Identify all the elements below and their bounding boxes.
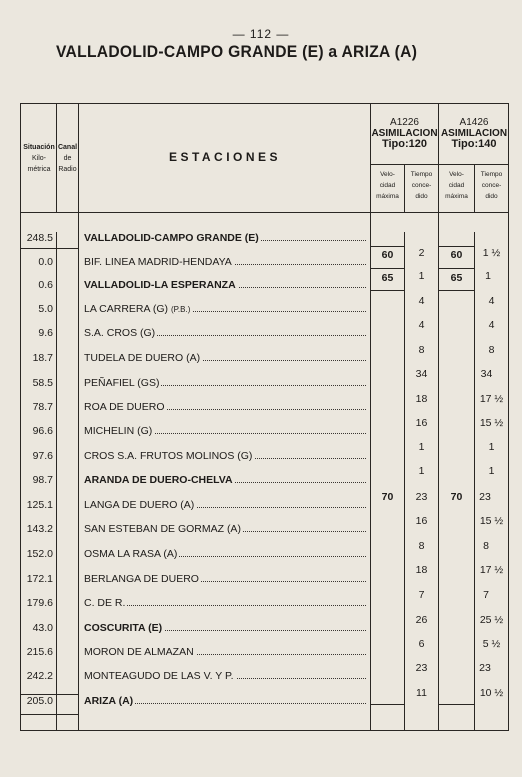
station-name: ARANDA DE DUERO-CHELVA (84, 474, 366, 486)
km-value: 172.1 (26, 573, 53, 585)
time-b: 15 ½ (479, 417, 504, 429)
time-a: 1 (418, 465, 425, 477)
speed-a: 60 (381, 249, 394, 261)
station-name: LA CARRERA (G) (P.B.) (84, 303, 366, 315)
station-name: C. DE R. (84, 597, 366, 609)
station-name: BIF. LINEA MADRID-HENDAYA (84, 256, 366, 268)
row-line (20, 714, 78, 715)
station-name: MICHELIN (G) (84, 425, 366, 437)
time-a: 16 (415, 515, 428, 527)
time-a: 1 (418, 441, 425, 453)
time-b: 1 ½ (482, 247, 501, 259)
header-velocidad-a: Velo- cidad máxima (376, 171, 399, 200)
km-value: 143.2 (26, 523, 53, 535)
km-value: 0.0 (38, 256, 53, 268)
station-name: VALLADOLID-CAMPO GRANDE (E) (84, 232, 366, 244)
time-b: 15 ½ (479, 515, 504, 527)
station-name: CROS S.A. FRUTOS MOLINOS (G) (84, 450, 366, 462)
km-value: 9.6 (38, 327, 53, 339)
station-name: COSCURITA (E) (84, 622, 366, 634)
km-value: 5.0 (38, 303, 53, 315)
km-value: 125.1 (26, 499, 53, 511)
station-name: OSMA LA RASA (A) (84, 548, 366, 560)
time-b: 8 (483, 540, 489, 552)
row-line (370, 246, 404, 247)
time-a: 18 (415, 393, 428, 405)
station-name: BERLANGA DE DUERO (84, 573, 366, 585)
header-sub-line (370, 164, 509, 165)
station-name: VALLADOLID-LA ESPERANZA (84, 279, 366, 291)
km-value: 78.7 (32, 401, 53, 413)
km-value: 96.6 (32, 425, 53, 437)
km-value: 97.6 (32, 450, 53, 462)
km-value: 179.6 (26, 597, 53, 609)
time-b: 25 ½ (479, 614, 504, 626)
time-b: 1 (488, 465, 495, 477)
km-value: 0.6 (38, 279, 53, 291)
time-a: 26 (415, 614, 428, 626)
row-line (438, 704, 474, 705)
page-title: VALLADOLID-CAMPO GRANDE (E) a ARIZA (A) (56, 42, 418, 61)
time-a: 23 (415, 491, 428, 503)
header-tiempo-a: Tiempo conce- dido (410, 171, 433, 200)
station-name: ARIZA (A) (84, 695, 366, 707)
km-value: 215.6 (26, 646, 53, 658)
speed-b: 70 (450, 491, 463, 503)
station-name: TUDELA DE DUERO (A) (84, 352, 366, 364)
time-a: 18 (415, 564, 428, 576)
station-name: LANGA DE DUERO (A) (84, 499, 366, 511)
row-line (20, 248, 78, 249)
row-line (438, 246, 474, 247)
station-name: ROA DE DUERO (84, 401, 366, 413)
time-a: 11 (416, 687, 427, 699)
speed-a: 70 (381, 491, 394, 503)
time-b: 4 (488, 295, 495, 307)
col-divider (56, 232, 57, 731)
time-a: 16 (415, 417, 428, 429)
header-tiempo-b: Tiempo conce- dido (480, 171, 503, 200)
time-b: 23 (479, 662, 491, 674)
time-b: 1 (488, 441, 495, 453)
speed-b: 65 (450, 272, 463, 284)
time-b: 7 (483, 589, 489, 601)
km-value: 18.7 (32, 352, 53, 364)
time-b: 5 ½ (482, 638, 501, 650)
km-value: 205.0 (26, 695, 53, 707)
station-name: PEÑAFIEL (GS) (84, 377, 366, 389)
time-b: 8 (488, 344, 495, 356)
km-value: 58.5 (32, 377, 53, 389)
time-a: 2 (418, 247, 425, 259)
time-a: 8 (418, 344, 425, 356)
header-situacion: Situación Kilo- métrica (23, 144, 55, 173)
time-b: 1 (485, 270, 491, 282)
time-a: 6 (418, 638, 425, 650)
time-a: 4 (418, 295, 425, 307)
col-divider (78, 104, 79, 731)
km-value: 248.5 (26, 232, 53, 244)
station-name: MONTEAGUDO DE LAS V. Y P. (84, 670, 366, 682)
time-a: 23 (415, 662, 428, 674)
time-a: 34 (415, 368, 428, 380)
page-number: — 112 — (232, 27, 290, 41)
speed-a: 65 (381, 272, 394, 284)
time-b: 34 (480, 368, 493, 380)
km-value: 242.2 (26, 670, 53, 682)
row-line (370, 268, 404, 269)
km-value: 98.7 (32, 474, 53, 486)
header-velocidad-b: Velo- cidad máxima (445, 171, 468, 200)
service-header-a1426: A1426 ASIMILACION Tipo:140 (440, 117, 508, 150)
speed-b: 60 (450, 249, 463, 261)
time-b: 10 ½ (479, 687, 504, 699)
time-a: 1 (418, 270, 425, 282)
header-estaciones: ESTACIONES (168, 150, 282, 164)
time-a: 8 (418, 540, 425, 552)
station-name: SAN ESTEBAN DE GORMAZ (A) (84, 523, 366, 535)
time-b: 17 ½ (479, 393, 504, 405)
row-line (438, 290, 474, 291)
row-line (370, 290, 404, 291)
row-line (438, 268, 474, 269)
km-value: 43.0 (32, 622, 53, 634)
time-b: 23 (479, 491, 491, 503)
header-canal: Canal de Radio (57, 144, 78, 173)
station-name: S.A. CROS (G) (84, 327, 366, 339)
station-name: MORON DE ALMAZAN (84, 646, 366, 658)
row-line (370, 704, 404, 705)
time-a: 7 (418, 589, 425, 601)
km-value: 152.0 (26, 548, 53, 560)
time-b: 17 ½ (479, 564, 504, 576)
time-a: 4 (418, 319, 425, 331)
service-header-a1226: A1226 ASIMILACION Tipo:120 (371, 117, 438, 150)
header-bottom-line (20, 212, 509, 213)
time-b: 4 (488, 319, 495, 331)
